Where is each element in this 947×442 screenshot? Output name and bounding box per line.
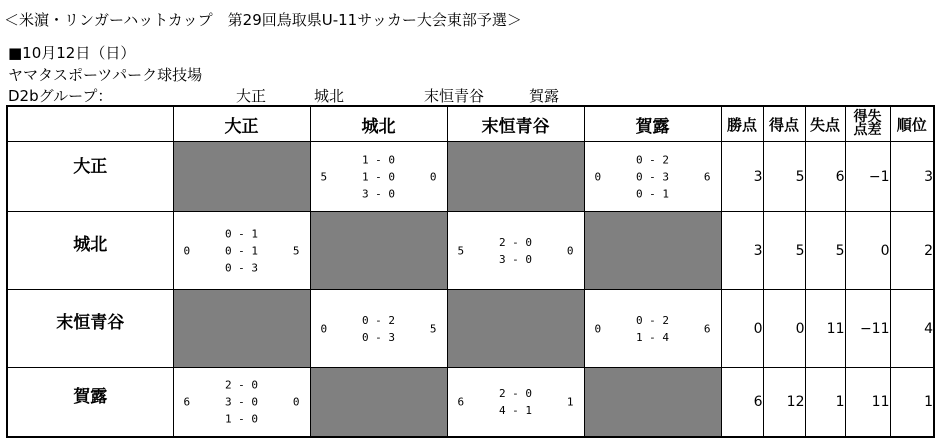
goal-diff-cell: 0	[845, 212, 890, 290]
half-score: 2 - 0	[498, 235, 533, 249]
goals-for: 5	[320, 170, 328, 183]
table-row	[7, 368, 934, 437]
conceded-header: 失点	[805, 106, 845, 142]
empty-match-cell	[310, 368, 447, 437]
team-column-header: 大正	[173, 106, 310, 142]
group-team: 末恒青谷	[424, 87, 485, 105]
half-scores	[585, 312, 721, 346]
half-score: 0 - 2	[635, 313, 670, 327]
group-team: 城北	[314, 87, 345, 105]
goals-for: 0	[594, 170, 602, 183]
empty-match-cell	[447, 142, 584, 212]
rank-cell: 3	[890, 142, 934, 212]
goal-diff-cell: −1	[845, 142, 890, 212]
match-cell	[310, 142, 447, 212]
header-row	[7, 106, 934, 142]
table-row	[7, 212, 934, 290]
team-name: 賀露	[73, 387, 108, 408]
group-team: 賀露	[529, 87, 560, 105]
points-cell: 3	[721, 142, 763, 212]
team-column-header: 末恒青谷	[447, 106, 584, 142]
scored-cell: 5	[763, 212, 805, 290]
team-row-header	[7, 212, 173, 290]
conceded-cell: 1	[805, 368, 845, 437]
match-cell	[173, 368, 310, 437]
self-match-cell	[173, 142, 310, 212]
half-scores	[174, 376, 310, 427]
self-match-cell	[310, 212, 447, 290]
conceded-cell: 5	[805, 212, 845, 290]
team-column-header: 賀露	[584, 106, 721, 142]
half-score: 4 - 1	[498, 403, 533, 417]
match-cell	[447, 212, 584, 290]
half-score: 0 - 2	[635, 153, 670, 166]
rank-cell: 4	[890, 290, 934, 368]
goal-diff-header-line2: 点差	[853, 121, 882, 138]
half-score: 3 - 0	[224, 395, 259, 409]
half-score: 0 - 3	[361, 330, 396, 344]
team-row-header	[7, 368, 173, 437]
scored-header: 得点	[763, 106, 805, 142]
half-scores	[174, 225, 310, 276]
goals-for: 6	[457, 395, 465, 409]
points-cell: 3	[721, 212, 763, 290]
self-match-cell	[447, 290, 584, 368]
half-score: 0 - 1	[224, 227, 259, 240]
half-score: 0 - 3	[224, 261, 259, 274]
scored-cell: 12	[763, 368, 805, 437]
half-score: 0 - 3	[635, 170, 670, 183]
half-scores	[311, 151, 447, 202]
match-cell	[584, 142, 721, 212]
group-team: 大正	[236, 87, 267, 105]
goal-diff-cell: −11	[845, 290, 890, 368]
half-score: 2 - 0	[498, 386, 533, 400]
empty-match-cell	[584, 212, 721, 290]
match-cell	[173, 212, 310, 290]
goal-diff-header-line1: 得失	[853, 108, 882, 125]
team-row-header	[7, 142, 173, 212]
half-score: 0 - 1	[635, 187, 670, 200]
goals-against: 6	[703, 170, 711, 183]
rank-header: 順位	[890, 106, 934, 142]
table-row	[7, 142, 934, 212]
match-cell	[310, 290, 447, 368]
corner-cell	[7, 106, 173, 142]
goals-against: 0	[566, 244, 574, 257]
goals-for: 6	[183, 395, 191, 409]
rank-cell: 2	[890, 212, 934, 290]
half-score: 1 - 0	[361, 170, 396, 183]
team-row-header	[7, 290, 173, 368]
goals-against: 6	[703, 322, 711, 335]
match-cell	[584, 290, 721, 368]
goals-against: 1	[566, 395, 574, 409]
empty-match-cell	[173, 290, 310, 368]
half-score: 3 - 0	[498, 252, 533, 266]
points-cell: 0	[721, 290, 763, 368]
conceded-cell: 6	[805, 142, 845, 212]
goals-for: 0	[183, 244, 191, 257]
group-label: D2bグループ：	[8, 87, 113, 105]
league-table	[6, 105, 935, 438]
half-score: 1 - 4	[635, 330, 670, 344]
goals-for: 5	[457, 244, 465, 257]
goals-against: 5	[292, 244, 300, 257]
venue-name: ヤマタスポーツパーク球技場	[8, 66, 203, 84]
team-name: 城北	[73, 235, 108, 255]
self-match-cell	[584, 368, 721, 437]
goal-diff-cell: 11	[845, 368, 890, 437]
half-score: 3 - 0	[361, 187, 396, 200]
match-cell	[447, 368, 584, 437]
team-name: 大正	[73, 157, 108, 177]
goals-against: 0	[429, 170, 437, 183]
goals-for: 0	[594, 322, 602, 335]
match-date: ■10月12日（日）	[8, 44, 136, 62]
half-scores	[311, 312, 447, 346]
goals-against: 5	[429, 322, 437, 335]
page-title: ＜米濵・リンガーハットカップ 第29回鳥取県U-11サッカー大会東部予選＞	[4, 11, 522, 29]
points-cell: 6	[721, 368, 763, 437]
goals-for: 0	[320, 322, 328, 335]
scored-cell: 0	[763, 290, 805, 368]
points-header: 勝点	[721, 106, 763, 142]
rank-cell: 1	[890, 368, 934, 437]
goal-diff-header	[845, 106, 890, 142]
half-scores	[448, 234, 584, 268]
half-scores	[448, 385, 584, 419]
half-score: 1 - 0	[361, 153, 396, 166]
half-scores	[585, 151, 721, 202]
team-column-header: 城北	[310, 106, 447, 142]
half-score: 1 - 0	[224, 412, 259, 426]
team-name: 末恒青谷	[56, 313, 125, 333]
conceded-cell: 11	[805, 290, 845, 368]
scored-cell: 5	[763, 142, 805, 212]
half-score: 0 - 1	[224, 244, 259, 257]
half-score: 2 - 0	[224, 378, 259, 392]
half-score: 0 - 2	[361, 313, 396, 327]
goals-against: 0	[292, 395, 300, 409]
table-row	[7, 290, 934, 368]
